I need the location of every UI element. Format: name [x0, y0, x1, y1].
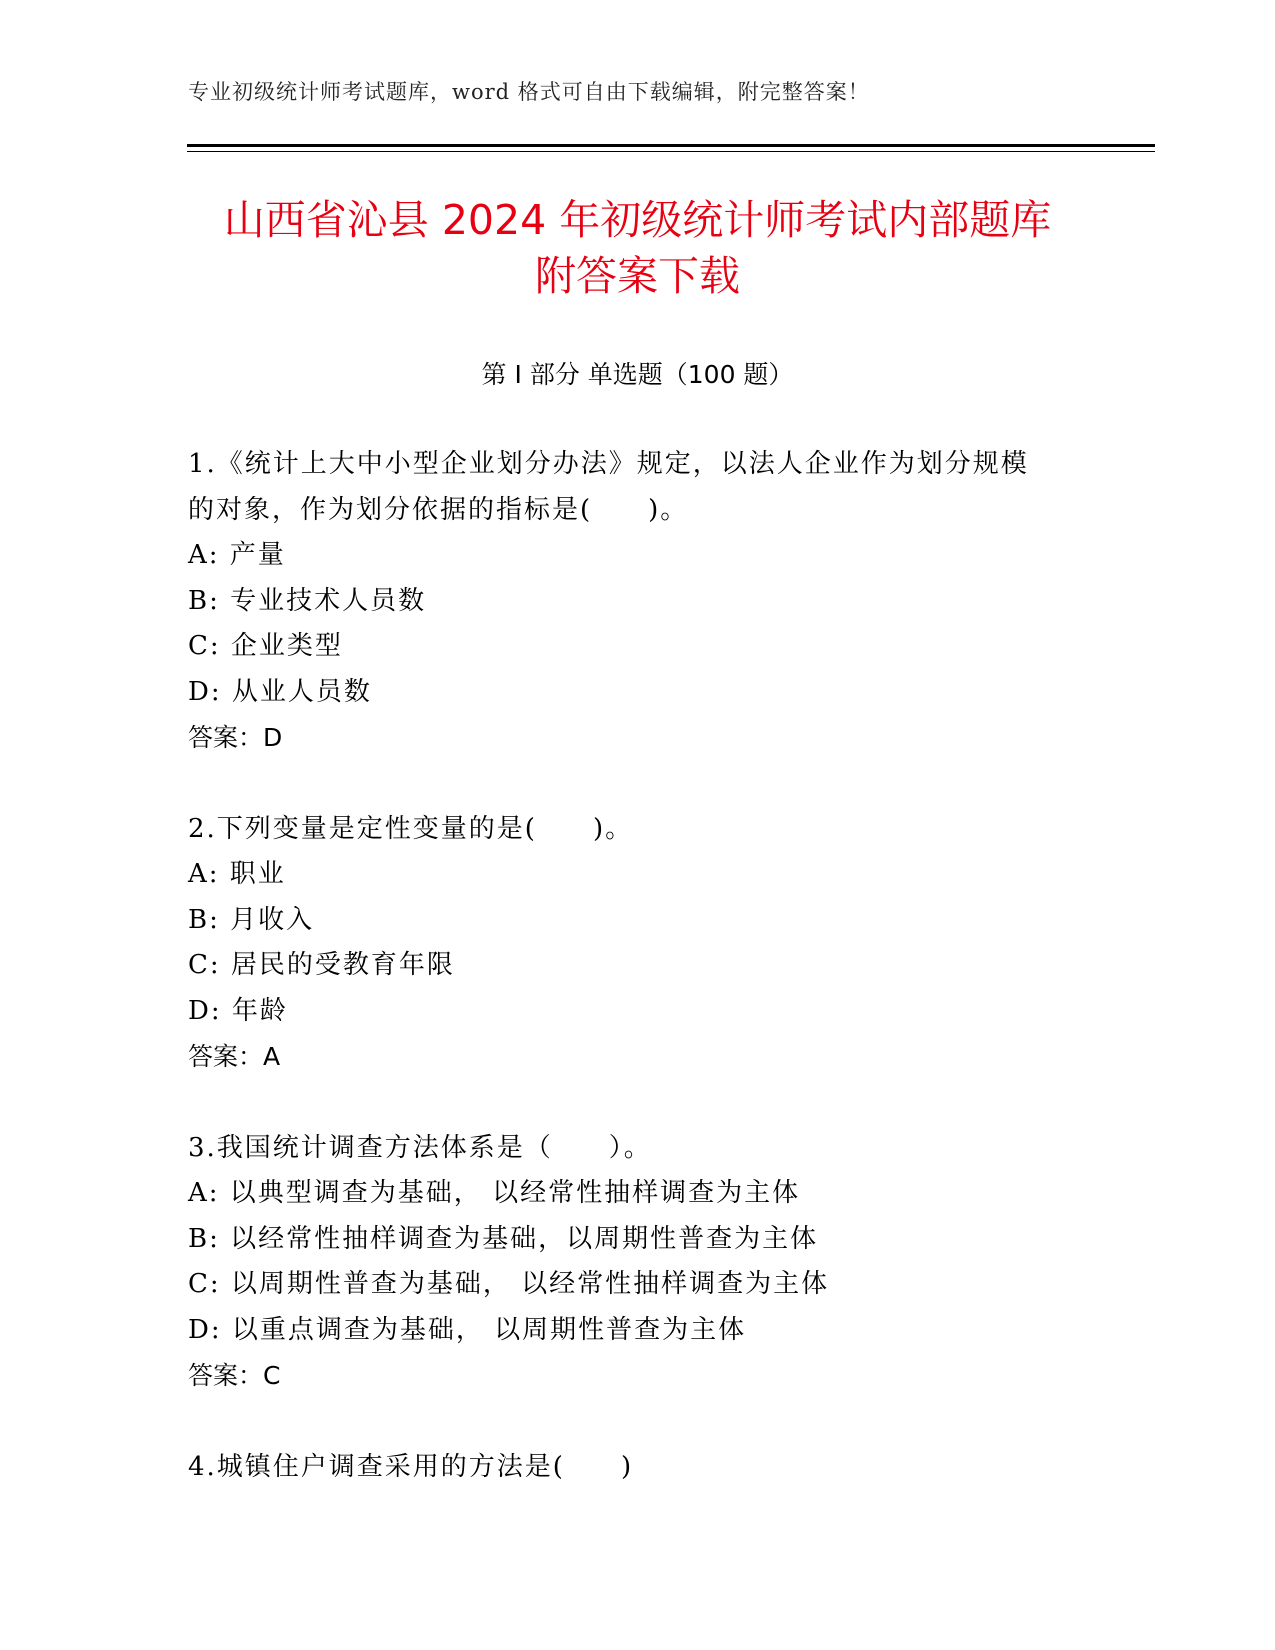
option-d: D: 从业人员数 [188, 676, 372, 707]
option-c: C: 以周期性普查为基础， 以经常性抽样调查为主体 [188, 1269, 830, 1299]
option-a: A: 以典型调查为基础， 以经常性抽样调查为主体 [188, 1178, 801, 1208]
answer: 答案：C [188, 1361, 281, 1390]
option-a: A: 产量 [188, 540, 286, 570]
option-c: C: 居民的受教育年限 [188, 950, 455, 980]
question-stem: 4.城镇住户调查采用的方法是( ) [188, 1451, 634, 1482]
option-d: D: 年龄 [188, 995, 288, 1026]
section-title: 第 I 部分 单选题（100 题） [481, 360, 794, 389]
question-stem: 1.《统计上大中小型企业划分办法》规定，以法人企业作为划分规模 [188, 449, 1029, 479]
option-d: D: 以重点调查为基础， 以周期性普查为主体 [188, 1314, 747, 1345]
question-2 [188, 807, 1088, 1080]
question-4 [188, 1445, 1088, 1491]
title-line-2: 附答案下载 [535, 252, 740, 300]
answer: 答案：D [188, 723, 283, 752]
question-stem: 的对象，作为划分依据的指标是( )。 [188, 494, 689, 525]
header-rule-thick [187, 144, 1155, 147]
option-b: B: 月收入 [188, 904, 315, 935]
option-b: B: 专业技术人员数 [188, 585, 427, 616]
question-stem: 3.我国统计调查方法体系是（ ）。 [188, 1132, 652, 1163]
option-b: B: 以经常性抽样调查为基础，以周期性普查为主体 [188, 1223, 819, 1254]
header-note: 专业初级统计师考试题库，word 格式可自由下载编辑，附完整答案！ [188, 80, 870, 104]
option-a: A: 职业 [188, 859, 286, 889]
option-c: C: 企业类型 [188, 631, 343, 661]
document-title [0, 192, 1275, 304]
header-rule-thin [187, 151, 1155, 152]
title-line-1: 山西省沁县 2024 年初级统计师考试内部题库 [223, 196, 1052, 244]
question-3 [188, 1126, 1088, 1399]
question-list [188, 442, 1088, 1536]
question-stem: 2.下列变量是定性变量的是( )。 [188, 813, 634, 844]
answer: 答案：A [188, 1042, 281, 1071]
question-1 [188, 442, 1088, 761]
